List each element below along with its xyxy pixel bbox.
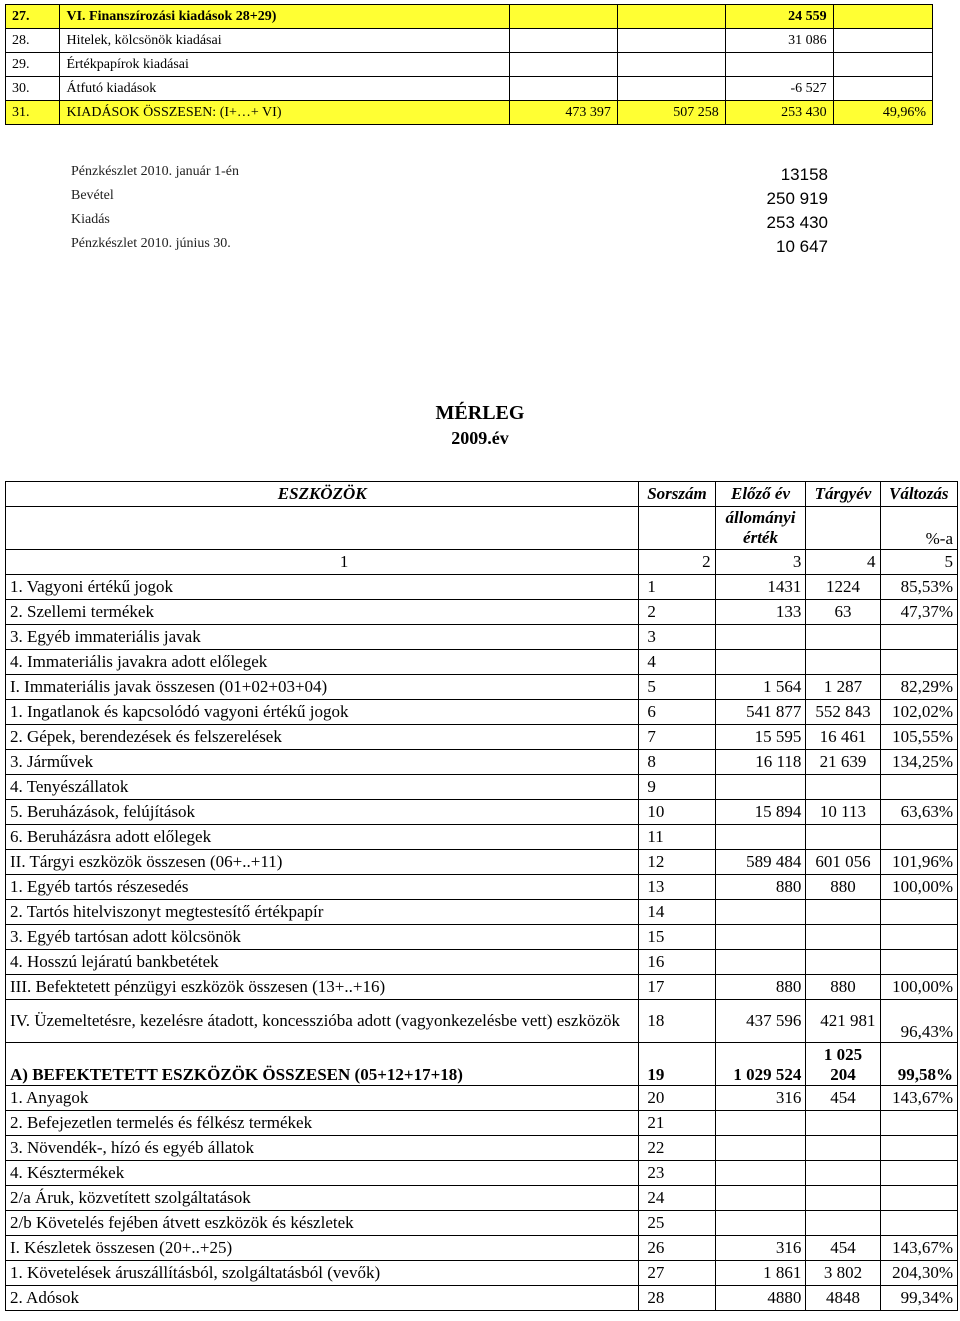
balance-row-current: 63 [806,600,880,625]
row-label: KIADÁSOK ÖSSZESEN: (I+…+ VI) [60,101,510,125]
balance-row-current [806,925,880,950]
balance-row [6,725,958,750]
cash-label: Kiadás [71,212,110,227]
expense-row [6,53,933,77]
balance-row [6,1261,958,1286]
balance-row-current: 454 [806,1086,880,1111]
balance-row-label: 2/a Áruk, közvetített szolgáltatások [6,1186,639,1211]
balance-row [6,1111,958,1136]
balance-row-label: 3. Egyéb tartósan adott kölcsönök [6,925,639,950]
header-change: Változás [880,482,958,507]
balance-row-current: 454 [806,1236,880,1261]
balance-row-label: 4. Tenyészállatok [6,775,639,800]
balance-row-current [806,775,880,800]
balance-row-current [806,625,880,650]
expense-row [6,29,933,53]
balance-row-serial: 14 [639,900,715,925]
column-number-row [6,550,958,575]
balance-row-serial: 4 [639,650,715,675]
balance-row-label: 3. Növendék-, hízó és egyéb állatok [6,1136,639,1161]
balance-row [6,625,958,650]
column-number: 1 [6,550,639,575]
value-modified [617,53,725,77]
balance-row-percent: 99,58% [880,1043,958,1086]
balance-row-label: I. Immateriális javak összesen (01+02+03+04) [6,675,639,700]
balance-row-label: 3. Egyéb immateriális javak [6,625,639,650]
balance-row-percent [880,1136,958,1161]
row-label: Hitelek, kölcsönök kiadásai [60,29,510,53]
row-label: VI. Finanszírozási kiadások 28+29) [60,5,510,29]
balance-row-percent: 63,63% [880,800,958,825]
balance-row-percent: 99,34% [880,1286,958,1311]
balance-row-prev: 541 877 [715,700,806,725]
balance-row-current: 16 461 [806,725,880,750]
balance-row-prev: 16 118 [715,750,806,775]
row-number: 27. [6,5,60,29]
balance-row-prev [715,1161,806,1186]
header-percent: %-a [880,507,958,550]
balance-row [6,750,958,775]
balance-row-percent: 134,25% [880,750,958,775]
balance-row-current: 1 287 [806,675,880,700]
header-assets: ESZKÖZÖK [6,482,639,507]
balance-row [6,1086,958,1111]
balance-row-prev [715,925,806,950]
page-title: MÉRLEG [435,402,525,424]
balance-table [5,481,958,1311]
balance-row-serial: 2 [639,600,715,625]
balance-row-serial: 20 [639,1086,715,1111]
balance-row-percent: 101,96% [880,850,958,875]
cash-value: 253 430 [766,213,828,232]
balance-row-label: 1. Ingatlanok és kapcsolódó vagyoni értékű jogok [6,700,639,725]
balance-row-label: 3. Járművek [6,750,639,775]
value-original [510,53,618,77]
balance-row-percent [880,650,958,675]
balance-row-serial: 8 [639,750,715,775]
balance-row-current [806,900,880,925]
balance-row-prev: 316 [715,1236,806,1261]
balance-row-serial: 9 [639,775,715,800]
balance-row-percent: 85,53% [880,575,958,600]
balance-row-serial: 26 [639,1236,715,1261]
balance-row-current: 552 843 [806,700,880,725]
balance-row-current: 880 [806,875,880,900]
balance-row-current [806,1186,880,1211]
balance-row-prev: 880 [715,875,806,900]
balance-row-serial: 5 [639,675,715,700]
balance-row-current: 21 639 [806,750,880,775]
balance-row-prev: 589 484 [715,850,806,875]
value-percent [833,53,932,77]
value-actual: -6 527 [725,77,833,101]
balance-row-label: 2/b Követelés fejében átvett eszközök és készletek [6,1211,639,1236]
header-stock-value: állományi érték [715,507,806,550]
balance-row-label: 2. Szellemi termékek [6,600,639,625]
balance-row-current: 4848 [806,1286,880,1311]
balance-row-serial: 18 [639,1000,715,1043]
cash-label: Pénzkészlet 2010. január 1-én [71,164,239,179]
cash-value: 13158 [780,165,828,184]
balance-row-prev: 316 [715,1086,806,1111]
balance-row-prev: 15 894 [715,800,806,825]
balance-header-row [6,482,958,507]
header-prev-year: Előző év [715,482,806,507]
balance-row-percent [880,1186,958,1211]
balance-row-prev [715,1211,806,1236]
balance-row-label: 2. Gépek, berendezések és felszerelések [6,725,639,750]
balance-row-prev [715,775,806,800]
balance-row-prev: 133 [715,600,806,625]
balance-row-current [806,650,880,675]
balance-row-serial: 24 [639,1186,715,1211]
balance-row-current [806,950,880,975]
balance-row-current [806,1111,880,1136]
balance-row [6,1211,958,1236]
balance-row-label: 1. Vagyoni értékű jogok [6,575,639,600]
balance-row-label: 1. Anyagok [6,1086,639,1111]
balance-row-percent [880,950,958,975]
balance-row [6,1161,958,1186]
balance-row-serial: 3 [639,625,715,650]
balance-row-serial: 27 [639,1261,715,1286]
balance-row [6,1136,958,1161]
balance-row-current: 1 025 204 [806,1043,880,1086]
balance-row-current [806,1211,880,1236]
value-modified [617,5,725,29]
balance-row-serial: 10 [639,800,715,825]
expense-row [6,5,933,29]
balance-row-serial: 21 [639,1111,715,1136]
balance-row-serial: 17 [639,975,715,1000]
balance-row-percent: 47,37% [880,600,958,625]
value-percent [833,5,932,29]
expense-row [6,101,933,125]
cash-label: Pénzkészlet 2010. június 30. [71,236,231,251]
balance-row-current: 601 056 [806,850,880,875]
balance-row-serial: 15 [639,925,715,950]
balance-row-current: 421 981 [806,1000,880,1043]
balance-row-percent: 96,43% [880,1000,958,1043]
balance-row [6,600,958,625]
column-number: 5 [880,550,958,575]
column-number: 2 [639,550,715,575]
value-actual: 24 559 [725,5,833,29]
balance-row [6,575,958,600]
balance-row-serial: 25 [639,1211,715,1236]
balance-row-serial: 7 [639,725,715,750]
balance-row-percent [880,925,958,950]
balance-row-serial: 13 [639,875,715,900]
balance-row-label: I. Készletek összesen (20+..+25) [6,1236,639,1261]
balance-row [6,1186,958,1211]
balance-row-prev [715,1136,806,1161]
balance-row-prev: 4880 [715,1286,806,1311]
balance-row [6,1043,958,1086]
balance-row-label: 6. Beruházásra adott előlegek [6,825,639,850]
balance-row-percent [880,900,958,925]
row-label: Átfutó kiadások [60,77,510,101]
balance-row-prev: 1 564 [715,675,806,700]
balance-row [6,1286,958,1311]
balance-row [6,675,958,700]
balance-row-percent [880,1161,958,1186]
balance-row [6,800,958,825]
balance-row [6,875,958,900]
value-percent [833,29,932,53]
balance-row-label: 2. Befejezetlen termelés és félkész termékek [6,1111,639,1136]
balance-row-label: III. Befektetett pénzügyi eszközök összesen (13+..+16) [6,975,639,1000]
balance-row-label: 1. Egyéb tartós részesedés [6,875,639,900]
cash-value: 10 647 [776,237,828,256]
balance-row-percent: 204,30% [880,1261,958,1286]
balance-row [6,1000,958,1043]
value-percent [833,77,932,101]
balance-row-prev [715,1186,806,1211]
balance-row-prev: 1 861 [715,1261,806,1286]
balance-row-prev: 1431 [715,575,806,600]
balance-row-current: 3 802 [806,1261,880,1286]
balance-row-percent: 82,29% [880,675,958,700]
balance-row-serial: 11 [639,825,715,850]
balance-row-percent [880,775,958,800]
balance-row-current [806,825,880,850]
value-original [510,29,618,53]
column-number: 3 [715,550,806,575]
value-modified [617,77,725,101]
expenses-table [5,4,933,125]
balance-row-label: 5. Beruházások, felújítások [6,800,639,825]
expense-row [6,77,933,101]
balance-row [6,925,958,950]
page-subtitle: 2009.év [451,428,509,448]
balance-row [6,950,958,975]
balance-row-serial: 19 [639,1043,715,1086]
balance-row [6,700,958,725]
balance-row-serial: 12 [639,850,715,875]
balance-row-serial: 22 [639,1136,715,1161]
balance-row-percent [880,625,958,650]
balance-row-serial: 23 [639,1161,715,1186]
balance-row-current: 880 [806,975,880,1000]
balance-row-current: 10 113 [806,800,880,825]
row-number: 28. [6,29,60,53]
balance-row-label: 4. Immateriális javakra adott előlegek [6,650,639,675]
balance-row [6,650,958,675]
cash-value: 250 919 [766,189,828,208]
balance-row-serial: 16 [639,950,715,975]
value-original [510,5,618,29]
row-number: 31. [6,101,60,125]
balance-row-percent: 105,55% [880,725,958,750]
balance-row-label: 4. Hosszú lejáratú bankbetétek [6,950,639,975]
balance-row [6,775,958,800]
balance-row-label: 1. Követelések áruszállításból, szolgáltatásból (vevők) [6,1261,639,1286]
balance-row-percent [880,1211,958,1236]
header-serial: Sorszám [639,482,715,507]
balance-row-label: 2. Tartós hitelviszonyt megtestesítő értékpapír [6,900,639,925]
balance-row-current [806,1136,880,1161]
balance-row-prev: 437 596 [715,1000,806,1043]
value-modified: 507 258 [617,101,725,125]
value-actual: 31 086 [725,29,833,53]
balance-row-percent [880,825,958,850]
balance-header-row-2 [6,507,958,550]
cash-label: Bevétel [71,188,114,203]
header-current-year: Tárgyév [806,482,880,507]
balance-row-prev [715,625,806,650]
value-original [510,77,618,101]
value-actual [725,53,833,77]
balance-row-current [806,1161,880,1186]
balance-row-label: IV. Üzemeltetésre, kezelésre átadott, koncesszióba adott (vagyonkezelésbe vett) eszközök [6,1000,639,1043]
balance-row [6,825,958,850]
balance-row-current: 1224 [806,575,880,600]
row-label: Értékpapírok kiadásai [60,53,510,77]
balance-row-label: II. Tárgyi eszközök összesen (06+..+11) [6,850,639,875]
balance-row-prev: 1 029 524 [715,1043,806,1086]
balance-row-percent: 100,00% [880,975,958,1000]
column-number: 4 [806,550,880,575]
balance-row-serial: 28 [639,1286,715,1311]
balance-row-prev: 880 [715,975,806,1000]
balance-row-percent: 143,67% [880,1086,958,1111]
balance-row-prev [715,825,806,850]
balance-row-percent: 100,00% [880,875,958,900]
balance-row-percent: 143,67% [880,1236,958,1261]
value-actual: 253 430 [725,101,833,125]
value-percent: 49,96% [833,101,932,125]
balance-row [6,1236,958,1261]
balance-row-prev [715,900,806,925]
balance-row-prev: 15 595 [715,725,806,750]
balance-row-serial: 6 [639,700,715,725]
balance-row-label: 2. Adósok [6,1286,639,1311]
balance-row-serial: 1 [639,575,715,600]
balance-row-label: 4. Késztermékek [6,1161,639,1186]
row-number: 30. [6,77,60,101]
balance-row [6,975,958,1000]
value-modified [617,29,725,53]
balance-row [6,900,958,925]
balance-row-prev [715,950,806,975]
balance-row-prev [715,650,806,675]
balance-row-percent [880,1111,958,1136]
balance-row-percent: 102,02% [880,700,958,725]
balance-row-prev [715,1111,806,1136]
value-original: 473 397 [510,101,618,125]
balance-row [6,850,958,875]
balance-row-label: A) BEFEKTETETT ESZKÖZÖK ÖSSZESEN (05+12+17+18) [6,1043,639,1086]
row-number: 29. [6,53,60,77]
